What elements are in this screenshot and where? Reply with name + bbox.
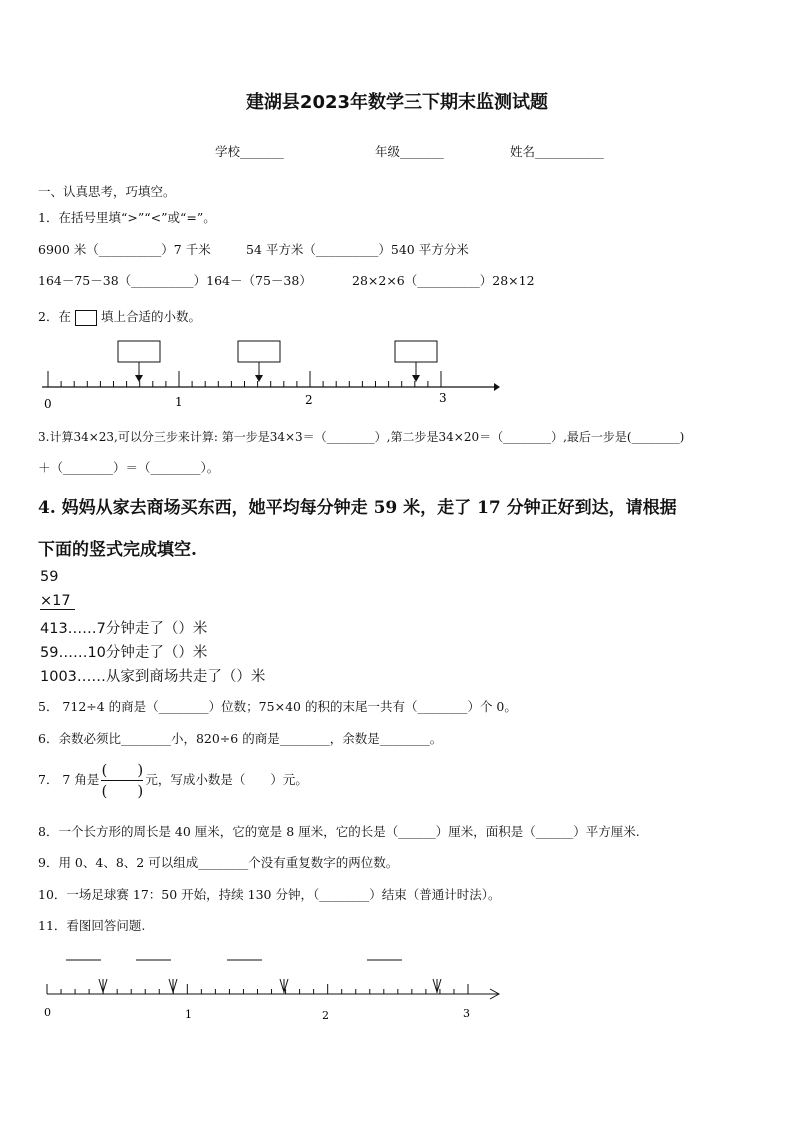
q7-numerator[interactable]: ( ) [101,761,144,779]
q11-label-0: 0 [44,1006,51,1019]
q11-label-3: 3 [463,1007,470,1020]
q2-suffix: 填上合适的小数。 [100,309,201,324]
q2-pointer-arrow-1-icon [135,375,143,382]
q2-prefix: 2．在 [38,309,71,324]
q3-line2[interactable]: ＋（________）＝（________）。 [38,460,220,475]
q4-calc-1: 59 [40,569,59,585]
q2-label-3: 3 [439,391,447,405]
q4-calc-5[interactable]: 1003……从家到商场共走了（）米 [40,669,266,685]
q5[interactable]: 5． 712÷4 的商是（________）位数；75×40 的积的末尾一共有（________）个 0。 [38,699,517,714]
answer-box-icon [75,310,97,326]
q2-answer-box-3[interactable] [395,341,437,362]
q2-pointer-arrow-2-icon [255,375,263,382]
q9[interactable]: 9．用 0、4、8、2 可以组成________个没有重复数字的两位数。 [38,855,399,870]
name-field[interactable]: 姓名___________ [510,144,604,159]
q4-line2: 下面的竖式完成填空. [38,540,197,560]
q4-calc-4[interactable]: 59……10分钟走了（）米 [40,645,208,661]
section-heading: 一、认真思考，巧填空。 [38,184,176,199]
number-line-q11 [0,945,794,1030]
q2-pointer-arrow-3-icon [412,375,420,382]
q11-label-1: 1 [185,1008,192,1021]
fraction-bar [101,780,143,781]
q4-calc-2: ×17 [40,593,75,610]
q1-row2-a[interactable]: 164－75－38（__________）164－（75－38） [38,273,312,288]
q2-label-1: 1 [175,395,183,409]
page-title: 建湖县2023年数学三下期末监测试题 [245,92,549,113]
q7-prefix: 7． 7 角是 [38,772,100,787]
q1-row1-b[interactable]: 54 平方米（__________）540 平方分米 [246,242,469,257]
q2-label-2: 2 [305,393,313,407]
q2-stem [38,307,201,326]
q2-answer-box-2[interactable] [238,341,280,362]
q8[interactable]: 8．一个长方形的周长是 40 厘米，它的宽是 8 厘米，它的长是（______）厘米，面积是（______）平方厘米. [38,824,640,839]
q4-calc-3[interactable]: 413……7分钟走了（）米 [40,621,208,637]
q4-line1: 4. 妈妈从家去商场买东西，她平均每分钟走 59 米，走了 17 分钟正好到达，请根据 [38,498,677,518]
grade-field[interactable]: 年级_______ [375,144,444,159]
q7-denominator[interactable]: ( ) [101,782,144,800]
q11-pointer-3-icon [280,979,288,993]
q3-line1[interactable]: 3.计算34×23,可以分三步来计算: 第一步是34×3＝（________）,第二步是34×20＝（________）,最后一步是(________) [38,430,685,444]
q11-stem: 11．看图回答问题. [38,918,146,933]
q6[interactable]: 6．余数必须比________小，820÷6 的商是________，余数是________。 [38,731,443,746]
q11-label-2: 2 [322,1009,329,1022]
q1-row1-a[interactable]: 6900 米（__________）7 千米 [38,242,211,257]
q1-stem: 1．在括号里填“>”“<”或“=”。 [38,210,216,225]
number-line-q2 [0,330,794,415]
q11-pointer-1-icon [99,979,107,993]
q2-arrow-icon [494,383,500,391]
q11-pointer-2-icon [169,979,177,993]
school-field[interactable]: 学校_______ [215,144,284,159]
q2-answer-box-1[interactable] [118,341,160,362]
q7-fraction[interactable] [101,762,143,799]
q7-suffix: 元，写成小数是（ ）元。 [145,772,308,787]
q1-row2-b[interactable]: 28×2×6（__________）28×12 [352,273,535,288]
q2-label-0: 0 [44,397,52,411]
q10[interactable]: 10．一场足球赛 17：50 开始，持续 130 分钟，（________）结束（普通计时法）。 [38,887,501,902]
q7[interactable] [38,762,308,799]
